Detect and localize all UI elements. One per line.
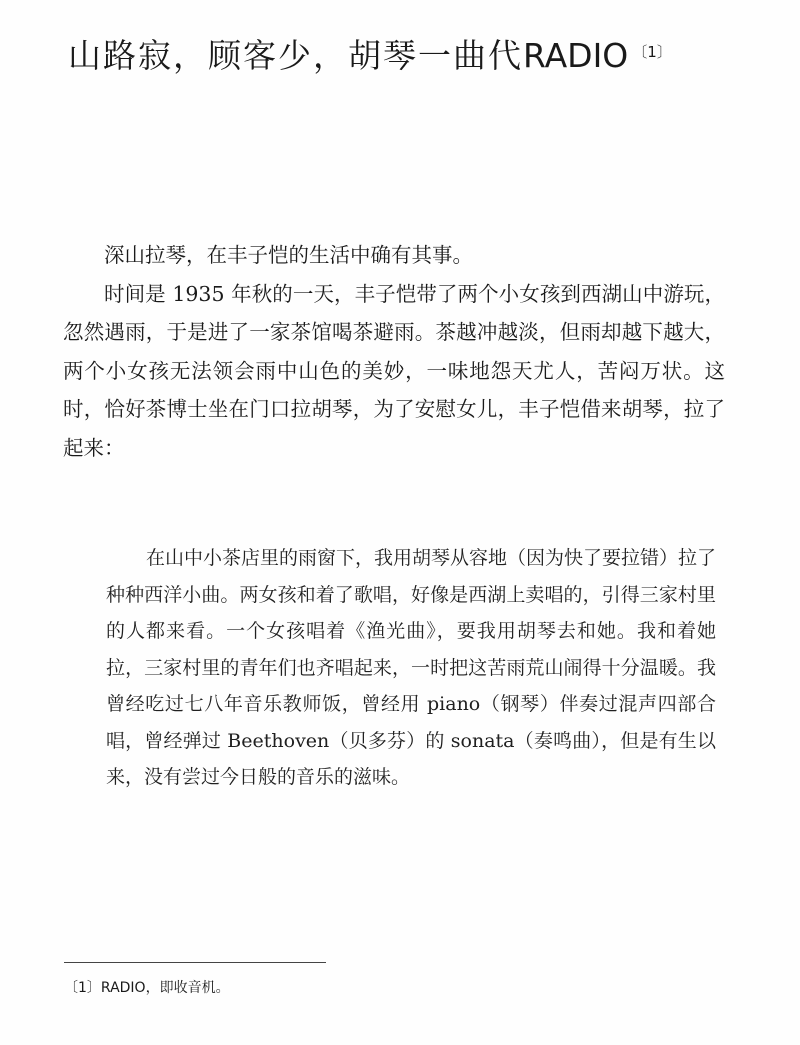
chapter-title-latin: RADIO: [523, 36, 629, 75]
chapter-title: [68, 30, 768, 82]
block-quote: 在山中小茶店里的雨窗下，我用胡琴从容地（因为快了要拉错）拉了种种西洋小曲。两女孩和着了歌唱，好像是西湖上卖唱的，引得三家村里的人都来看。一个女孩唱着《渔光曲》，要我用胡琴去和她。我和着她拉，三家村里的青年们也齐唱起来，一时把这苦雨荒山闹得十分温暖。我曾经吃过七八年音乐教师饭，曾经用 piano（钢琴）伴奏过混声四部合唱，曾经弹过 Beethoven（贝多芬）的 sonata（奏鸣曲），但是有生以来，没有尝过今日般的音乐的滋味。: [106, 547, 717, 788]
footnote-marker[interactable]: 〔1〕: [632, 43, 672, 61]
paragraph-intro: 深山拉琴，在丰子恺的生活中确有其事。: [104, 243, 473, 267]
chapter-title-text: 山路寂，顾客少，胡琴一曲代: [68, 36, 523, 75]
footnote-divider: [64, 962, 326, 963]
footnote: 〔1〕RADIO，即收音机。: [64, 980, 230, 996]
main-text: [63, 236, 725, 467]
paragraph-story: 时间是 1935 年秋的一天，丰子恺带了两个小女孩到西湖山中游玩，忽然遇雨，于是进了一家茶馆喝茶避雨。茶越冲越淡，但雨却越下越大，两个小女孩无法领会雨中山色的美妙，一味地怨天尤人，苦闷万状。这时，恰好茶博士坐在门口拉胡琴，为了安慰女儿，丰子恺借来胡琴，拉了起来：: [63, 281, 725, 460]
